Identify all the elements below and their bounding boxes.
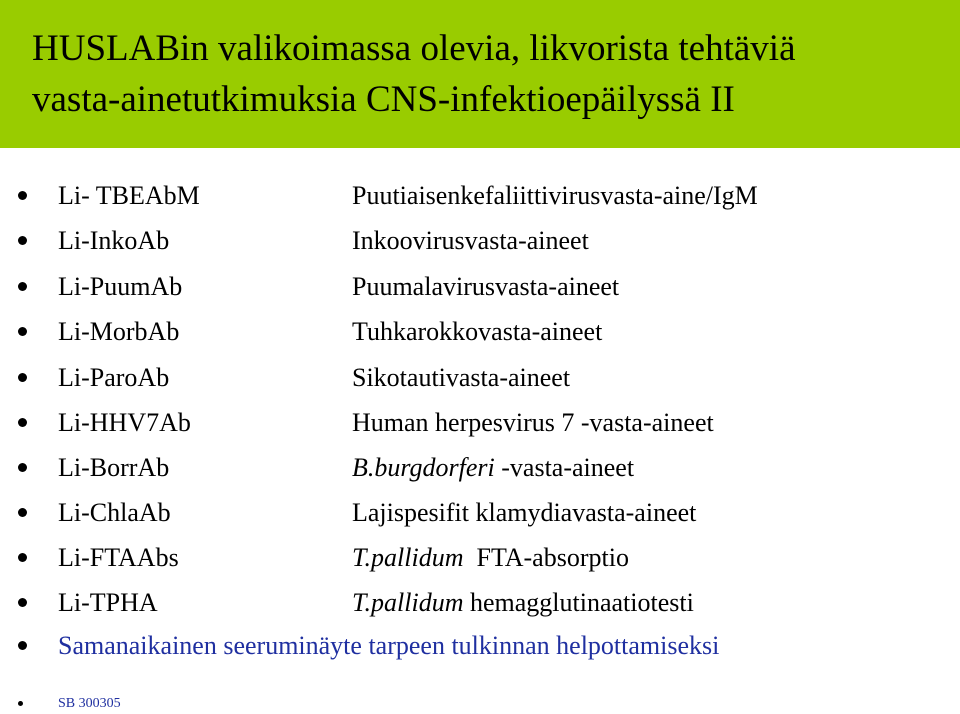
bullet-icon [18, 236, 27, 245]
test-description-text: FTA-absorptio [463, 543, 629, 572]
test-description-italic: T.pallidum [352, 543, 464, 572]
test-description [352, 359, 570, 397]
test-code: Li-HHV7Ab [58, 408, 191, 437]
test-code: Li-ParoAb [58, 363, 170, 392]
list-item [0, 359, 960, 399]
test-description-text: Inkoovirusvasta-aineet [352, 226, 589, 255]
note-text: Samanaikainen seeruminäyte tarpeen tulkinnan helpottamiseksi [58, 631, 720, 660]
list-item [0, 404, 960, 444]
list-item [0, 313, 960, 353]
test-code: Li-BorrAb [58, 453, 170, 482]
test-description-text: Puumalavirusvasta-aineet [352, 272, 620, 301]
list-item [0, 177, 960, 217]
test-description [352, 313, 602, 351]
test-code: Li-TPHA [58, 588, 158, 617]
list-item [0, 494, 960, 534]
test-description-italic: B.burgdorferi [352, 453, 495, 482]
list-item [0, 268, 960, 308]
note-item [0, 627, 960, 665]
bullet-icon [18, 598, 27, 607]
bullet-icon [18, 282, 27, 291]
title-band [0, 0, 960, 148]
bullet-icon [18, 553, 27, 562]
test-description-text: -vasta-aineet [494, 453, 635, 482]
footer [0, 694, 960, 714]
test-description-text: Sikotautivasta-aineet [352, 363, 571, 392]
test-description [352, 268, 619, 306]
bullet-icon [18, 418, 27, 427]
test-description [352, 449, 634, 487]
test-description-text: Puutiaisenkefaliittivirusvasta-aine/IgM [352, 181, 758, 210]
test-description-text: Human herpesvirus 7 -vasta-aineet [352, 408, 714, 437]
bullet-icon [18, 191, 27, 200]
test-description-italic: T.pallidum [352, 588, 464, 617]
test-description [352, 404, 714, 442]
test-code: Li-FTAAbs [58, 543, 179, 572]
bullet-icon [18, 373, 27, 382]
page-title-line-1: HUSLABin valikoimassa olevia, likvorista tehtäviä [32, 28, 796, 69]
bullet-icon [18, 508, 27, 517]
page-title-line-2: vasta-ainetutkimuksia CNS-infektioepäilyssä II [32, 79, 735, 120]
test-description-text: Tuhkarokkovasta-aineet [352, 317, 603, 346]
list-item [0, 584, 960, 624]
list-item [0, 449, 960, 489]
test-description [352, 222, 589, 260]
bullet-icon [18, 641, 27, 650]
test-description-text: hemagglutinaatiotesti [463, 588, 694, 617]
bullet-icon [18, 463, 27, 472]
list-item [0, 539, 960, 579]
test-description [352, 584, 694, 622]
test-code: Li- TBEAbM [58, 181, 200, 210]
test-code: Li-MorbAb [58, 317, 180, 346]
test-code: Li-PuumAb [58, 272, 183, 301]
bullet-icon [18, 701, 23, 706]
bullet-icon [18, 327, 27, 336]
footer-text: SB 300305 [58, 696, 121, 711]
test-code: Li-ChlaAb [58, 498, 171, 527]
test-description [352, 539, 629, 577]
test-description [352, 494, 696, 532]
test-description-text: Lajispesifit klamydiavasta-aineet [352, 498, 697, 527]
list-item [0, 222, 960, 262]
test-code: Li-InkoAb [58, 226, 170, 255]
test-description [352, 177, 758, 215]
